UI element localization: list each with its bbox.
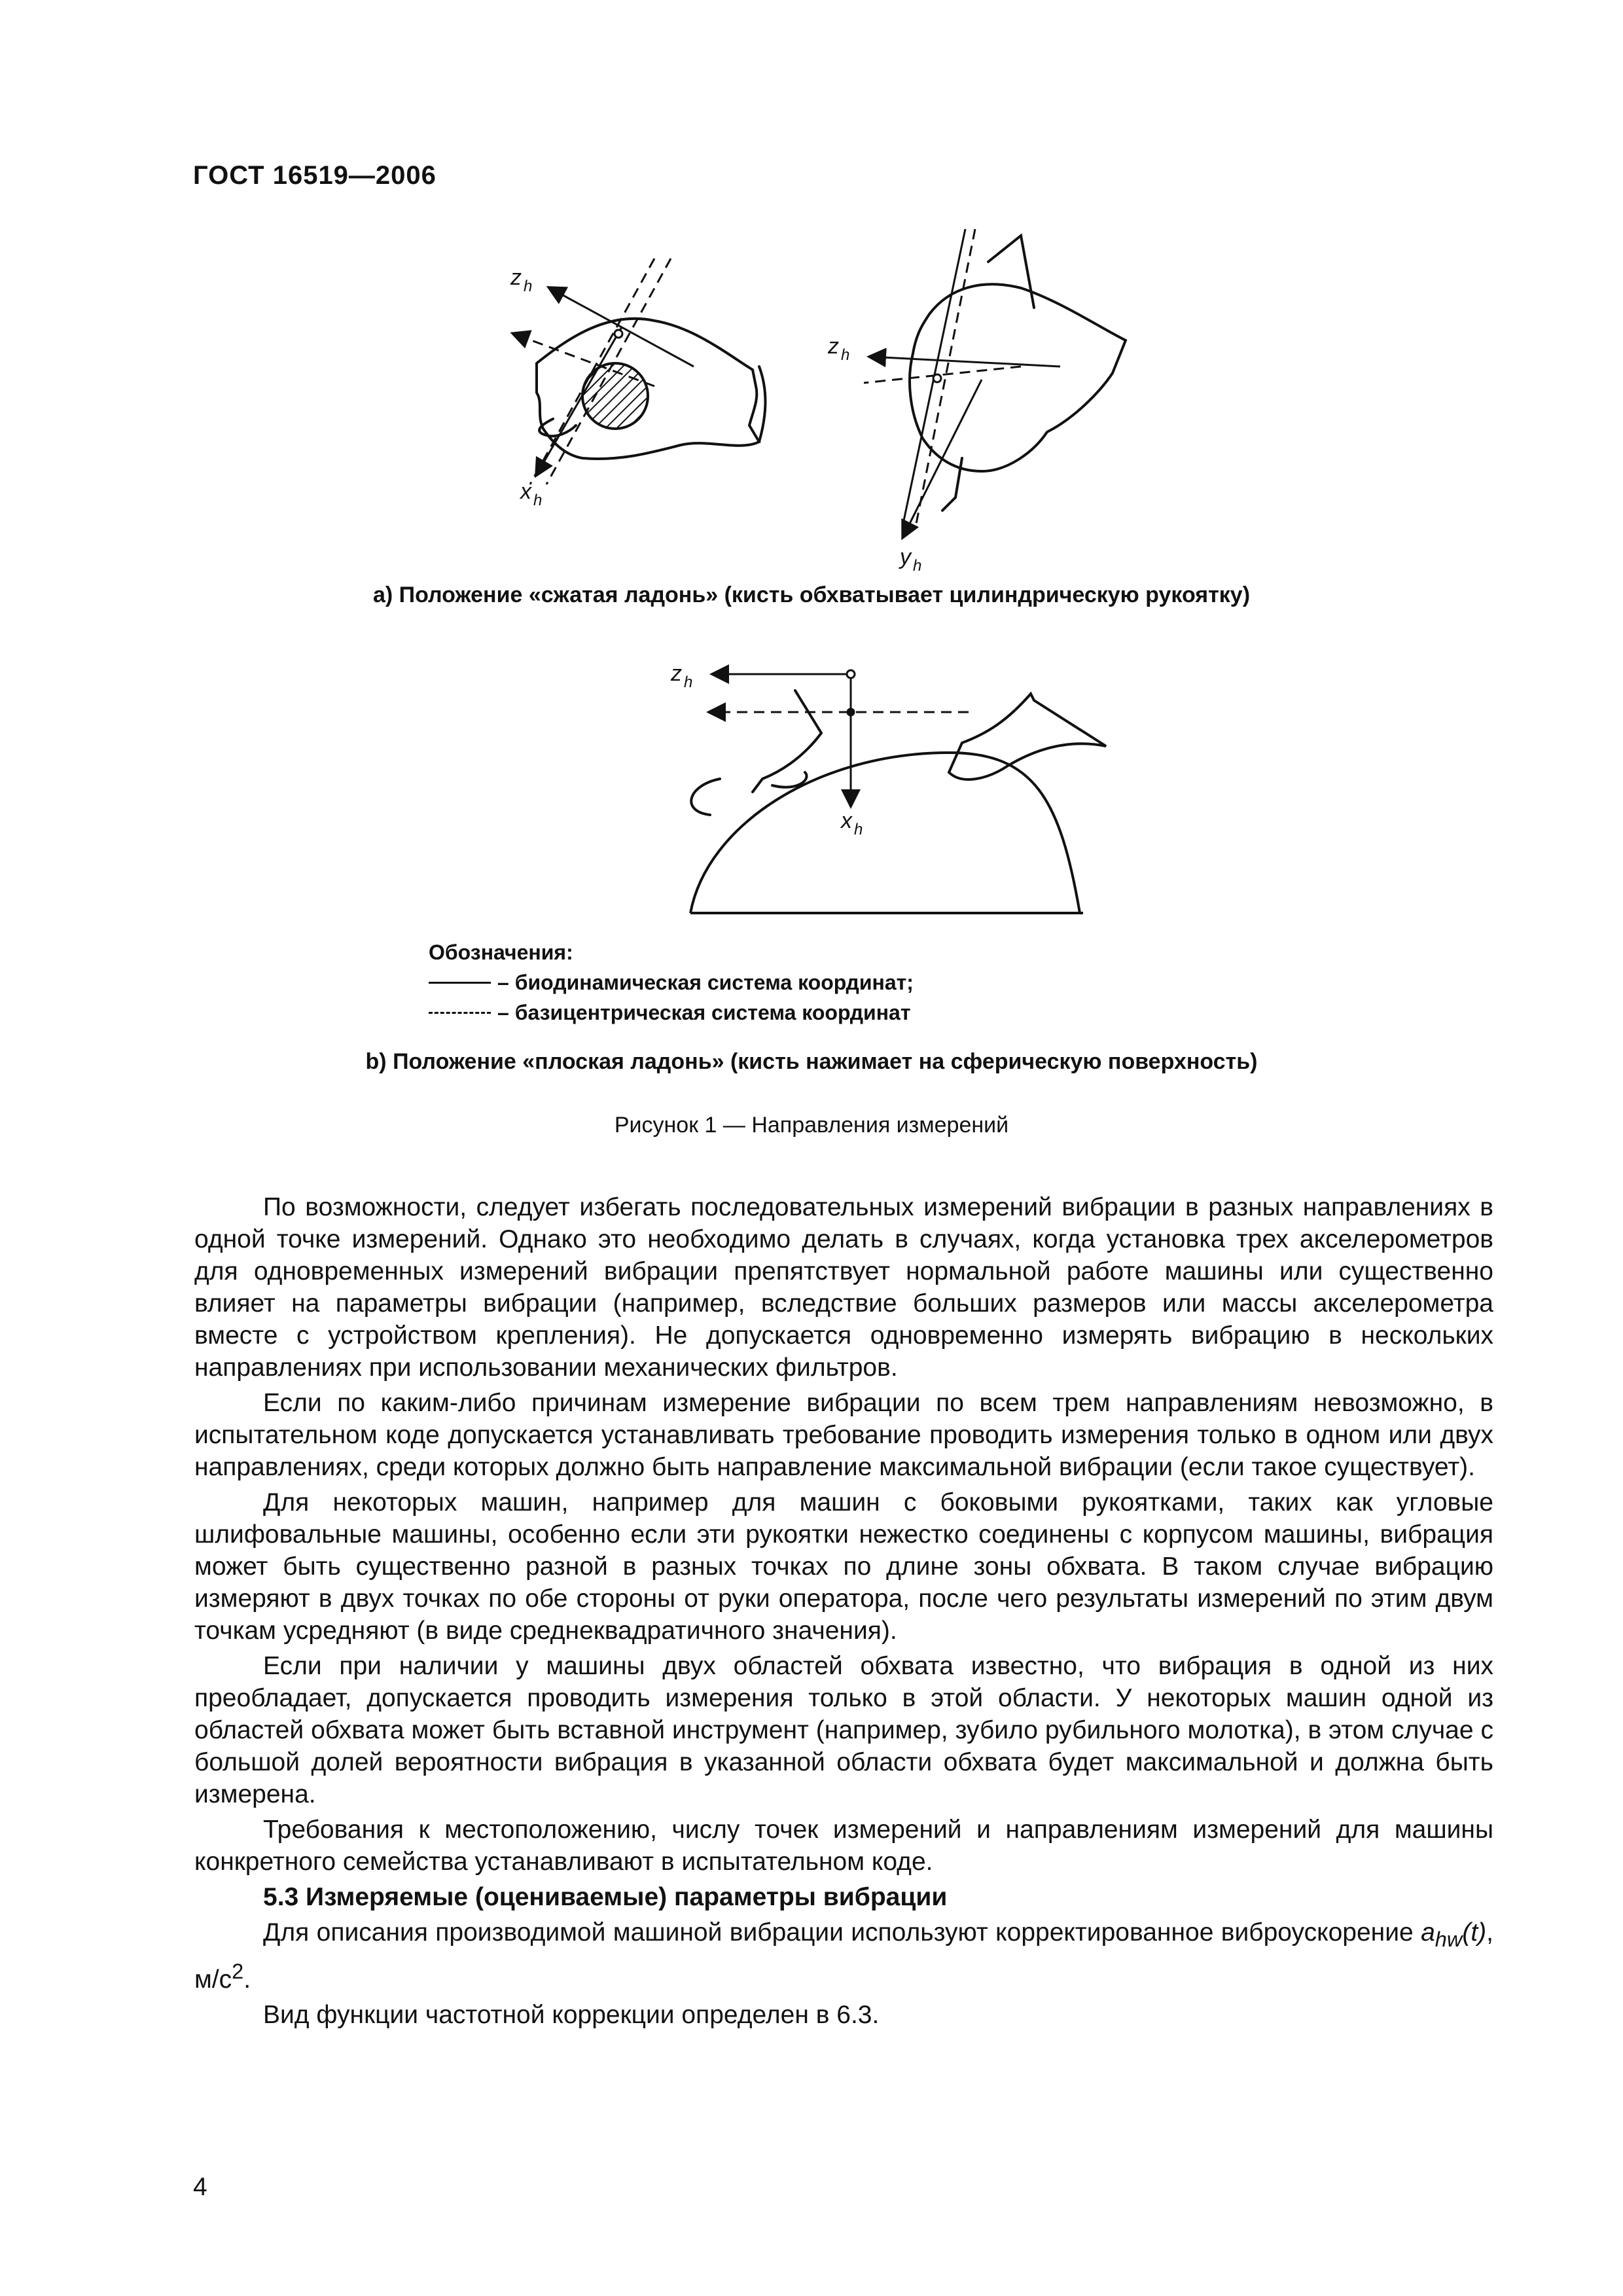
axis-sub-left-z: h bbox=[524, 278, 533, 295]
left-cylinder-handle bbox=[582, 363, 648, 429]
axis-label-y-right: y bbox=[900, 545, 911, 569]
figure-title: Рисунок 1 — Направления измерений bbox=[614, 1113, 1009, 1138]
solid-line-icon bbox=[429, 982, 491, 984]
axis-label-z-left: z bbox=[510, 265, 522, 290]
axis-sub-flat-z: h bbox=[684, 673, 693, 691]
paragraph-formula bbox=[194, 1916, 1493, 1996]
axis-label-x-left: x bbox=[520, 479, 531, 504]
symbol-hw: hw bbox=[1435, 1927, 1463, 1951]
paragraph: По возможности, следует избегать последовательных измерений вибрации в разных направлениях в одной точке измерений. Однако это необходимо делать в случаях, когда установка трех акселерометров для одновременных измерений вибрации препятствует нормальной работе машины или существенно влияет на параметры вибрации (например, вследствие больших размеров или массы акселерометра вместе с устройством крепления). Не допускается одновременно измерять вибрацию в нескольких направлениях при использовании механических фильтров. bbox=[194, 1193, 1493, 1382]
right-axis-labels bbox=[827, 334, 921, 575]
legend-solid-text: – биодинамическая система координат; bbox=[497, 971, 914, 994]
figure-legend bbox=[429, 937, 914, 1028]
section-heading: 5.3 Измеряемые (оцениваемые) параметры вибрации bbox=[263, 1883, 948, 1911]
axis-label-x-flat: x bbox=[841, 808, 852, 833]
figure-caption-b: b) Положение «плоская ладонь» (кисть нажимает на сферическую поверхность) bbox=[365, 1049, 1258, 1074]
figure-caption-a: а) Положение «сжатая ладонь» (кисть обхватывает цилиндрическую рукоятку) bbox=[372, 583, 1251, 607]
left-grip-hand bbox=[537, 319, 765, 459]
axis-sub-right-z: h bbox=[841, 346, 850, 364]
dashed-line-icon bbox=[429, 1012, 491, 1014]
symbol-a: a bbox=[1421, 1918, 1435, 1946]
document-header: ГОСТ 16519—2006 bbox=[193, 161, 437, 190]
right-axes bbox=[864, 229, 1060, 537]
legend-dashed-text: – базицентрическая система координат bbox=[497, 1001, 911, 1024]
legend-row-dashed bbox=[429, 997, 914, 1028]
p6-end: . bbox=[243, 1965, 251, 1994]
paragraph: Если по каким-либо причинам измерение вибрации по всем трем направлениям невозможно, в испытательном коде допускается устанавливать требование проводить измерения только в одном или двух направлениях, среди которых должно быть направление максимальной вибрации (если такое существует). bbox=[194, 1389, 1493, 1481]
axis-sub-left-x: h bbox=[533, 492, 543, 509]
flat-palm-axes bbox=[710, 670, 969, 805]
figure-1-drawing bbox=[0, 0, 1623, 1047]
legend-row-solid bbox=[429, 967, 914, 997]
unit-exponent: 2 bbox=[232, 1959, 244, 1983]
p6-text: Для описания производимой машиной вибрации используют корректированное виброускорение bbox=[263, 1918, 1421, 1946]
unit-text: , м/с bbox=[194, 1918, 1493, 1994]
paragraph: Вид функции частотной коррекции определен в 6.3. bbox=[263, 2000, 880, 2029]
body-text bbox=[194, 1191, 1493, 2034]
paragraph: Для некоторых машин, например для машин с боковыми рукоятками, таких как угловые шлифовальные машины, особенно если эти рукоятки нежестко соединены с корпусом машины, вибрация может быть существенно разной в разных точках по длине зоны обхвата. В таком случае вибрацию измеряют в двух точках по обе стороны от руки оператора, после чего результаты измерений по этим двум точкам усредняют (в виде среднеквадратичного значения). bbox=[194, 1488, 1493, 1645]
page-number: 4 bbox=[193, 2173, 207, 2201]
axis-label-z-flat: z bbox=[671, 661, 682, 686]
axis-label-z-right: z bbox=[828, 334, 839, 359]
axis-sub-right-y: h bbox=[913, 557, 922, 575]
axis-sub-flat-x: h bbox=[854, 821, 863, 838]
sphere-surface bbox=[690, 753, 1083, 913]
paragraph: Если при наличии у машины двух областей обхвата известно, что вибрация в одной из них преобладает, допускается проводить измерения только в этой области. У некоторых машин одной из областей обхвата может быть вставной инструмент (например, зубило рубильного молотка), в этом случае с большой долей вероятности вибрация в указанной области обхвата будет максимальной и должна быть измерена. bbox=[194, 1652, 1493, 1808]
symbol-t: (t) bbox=[1462, 1918, 1487, 1946]
right-grip-hand bbox=[910, 236, 1126, 511]
paragraph: Требования к местоположению, числу точек измерений и направлениям измерений для машины конкретного семейства устанавливают в испытательном коде. bbox=[194, 1816, 1493, 1876]
legend-title: Обозначения: bbox=[429, 941, 573, 964]
